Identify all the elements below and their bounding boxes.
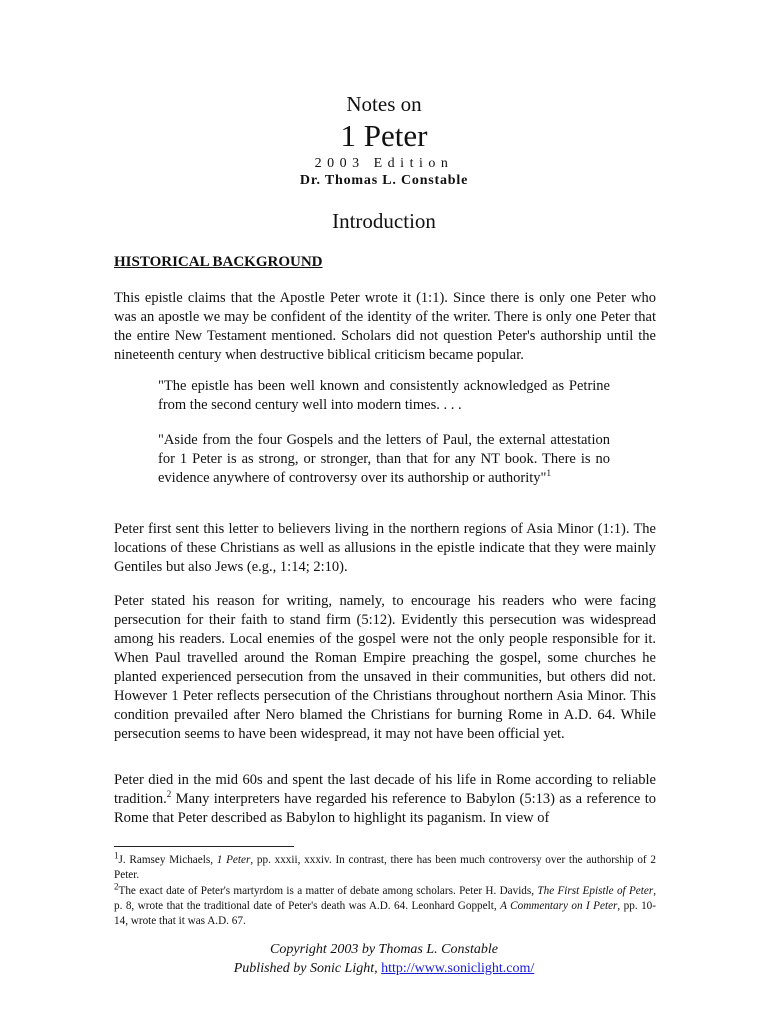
footnote-1-text-a: J. Ramsey Michaels, <box>118 854 217 866</box>
paragraph-recipients: Peter first sent this letter to believers living in the northern regions of Asia Minor (1:1). The locations of these Christians as well as allusions in the epistle indicate that they were mainly Gentiles but also Jews (e.g., 1:14; 2:10). <box>114 521 656 575</box>
footnote-1-book-title: 1 Peter <box>216 854 251 866</box>
footnote-1-number: 1 <box>114 850 119 861</box>
subheading-historical-background: HISTORICAL BACKGROUND <box>114 254 323 270</box>
edition-label: 2003 Edition <box>314 156 454 171</box>
footnote-divider <box>114 846 294 847</box>
footnote-2-text-b: , p. 8, wrote that the traditional date of Peter's death was A.D. 64. Leonhard Goppelt, <box>114 885 656 912</box>
footnote-2-book-title-2: A Commentary on I Peter <box>500 900 618 912</box>
paragraph-rome <box>114 771 656 828</box>
document-title: 1 Peter <box>340 118 428 153</box>
block-quote-2-text: "Aside from the four Gospels and the letters of Paul, the external attestation for 1 Peter is as strong, or stronger, than that for any NT book. There is no evidence anywhere of controversy over its authorship or authority" <box>158 432 610 486</box>
published-line <box>0 961 768 977</box>
footnote-ref-2[interactable]: 2 <box>166 789 172 800</box>
footnote-ref-1[interactable]: 1 <box>546 468 551 479</box>
website-link[interactable]: http://www.soniclight.com/ <box>381 961 535 976</box>
paragraph-purpose: Peter stated his reason for writing, namely, to encourage his readers who were facing persecution for their faith to stand firm (5:12). Evidently this persecution was widespread among his readers. Local enemies of the gospel were not the only people responsible for it. When Paul travelled around the Roman Empire preaching the gospel, some churches he planted experienced persecution from the unsaved in their communities, but others did not. However 1 Peter reflects persecution of the Christians throughout northern Asia Minor. This condition prevailed after Nero blamed the Christians for burning Rome in A.D. 64. While persecution seems to have been widespread, it may not have been official yet. <box>114 593 656 742</box>
paragraph-rome-text-a: Peter died in the mid 60s and spent the last decade of his life in Rome according to reliable tradition. <box>114 772 656 807</box>
block-quote-2 <box>158 431 610 488</box>
footnote-2-text-c: , pp. 10-14, wrote that it was A.D. 67. <box>114 900 657 927</box>
footnote-1 <box>114 850 656 883</box>
section-title: Introduction <box>332 209 436 233</box>
block-quote-1: "The epistle has been well known and consistently acknowledged as Petrine from the second century well into modern times. . . . <box>158 378 610 413</box>
author-name: Dr. Thomas L. Constable <box>299 173 469 188</box>
paragraph-authorship: This epistle claims that the Apostle Peter wrote it (1:1). Since there is only one Peter who was an apostle we may be confident of the identity of the writer. There is only one Peter that the entire New Testament mentioned. Scholars did not question Peter's authorship until the nineteenth century when destructive biblical criticism became popular. <box>114 290 656 363</box>
paragraph-rome-text-b: Many interpreters have regarded his reference to Babylon (5:13) as a reference to Rome that Peter described as Babylon to highlight its paganism. In view of <box>114 791 656 826</box>
published-by-text: Published by Sonic Light, <box>233 961 382 976</box>
footnote-2-text-a: The exact date of Peter's martyrdom is a matter of debate among scholars. Peter H. Davids, <box>118 885 538 897</box>
notes-on-label: Notes on <box>346 92 422 116</box>
footnote-2-number: 2 <box>114 881 119 892</box>
footnote-2-book-title-1: The First Epistle of Peter <box>537 885 654 897</box>
footnote-1-text-b: , pp. xxxii, xxxiv. In contrast, there has been much controversy over the authorship of 2 Peter. <box>114 854 656 881</box>
footnote-2 <box>114 881 657 929</box>
copyright-line: Copyright 2003 by Thomas L. Constable <box>270 942 498 957</box>
